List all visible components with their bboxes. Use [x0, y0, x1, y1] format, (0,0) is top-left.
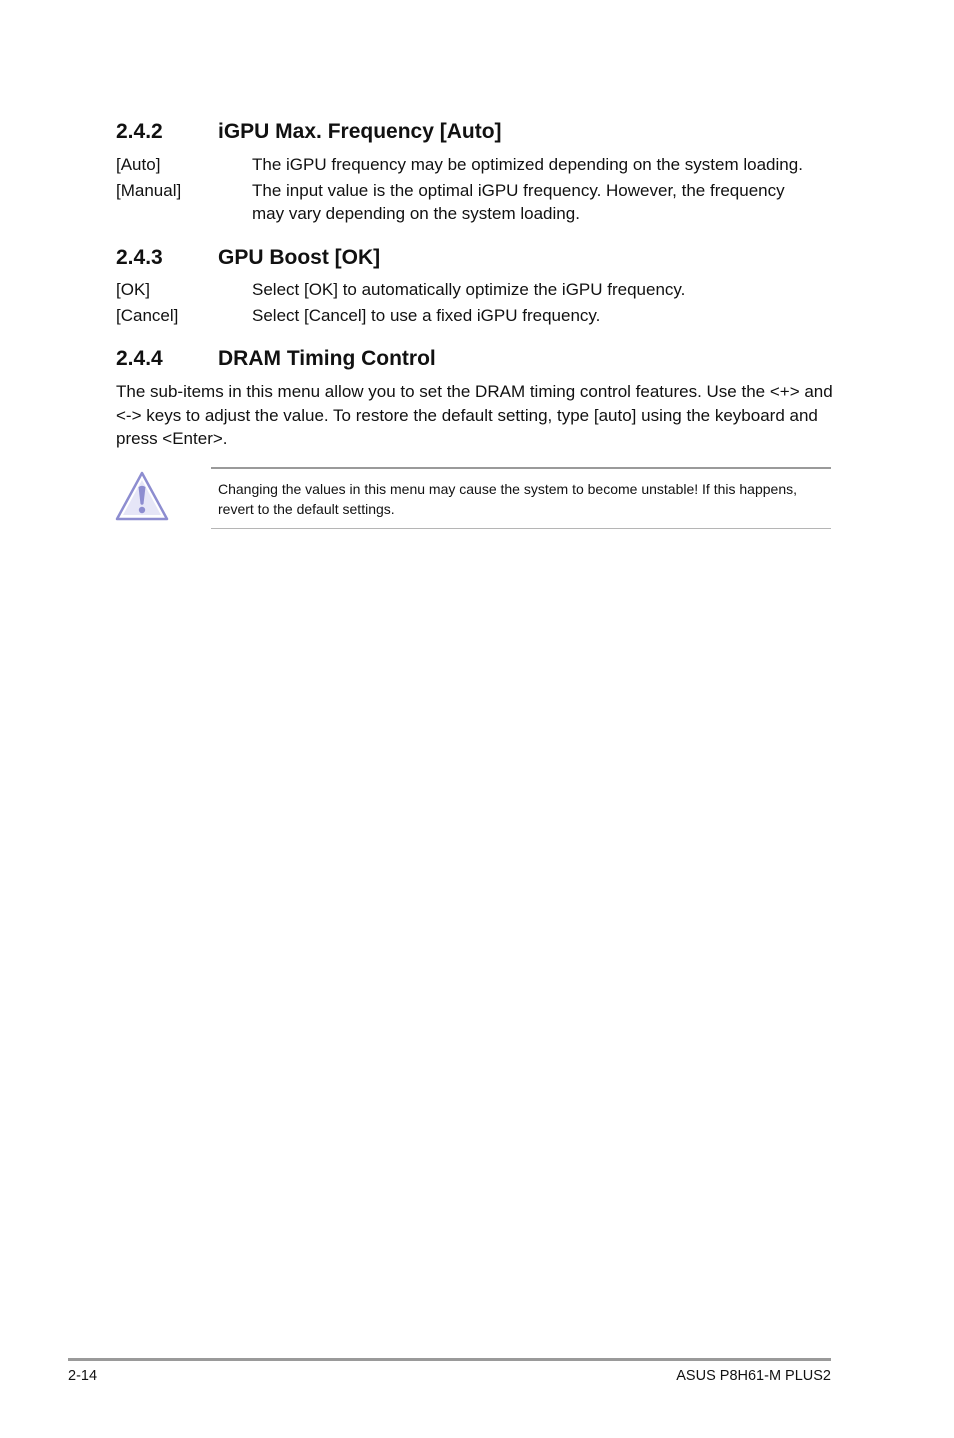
- section-paragraph: The sub-items in this menu allow you to set the DRAM timing control features. Use the <+> and <-> keys to adjust the value. To restore the default setting, type [auto] using the keyboard and press <Enter>.: [116, 382, 833, 448]
- option-description: Select [OK] to automatically optimize the iGPU frequency.: [252, 280, 686, 299]
- warning-icon: [114, 470, 170, 522]
- note-text: Changing the values in this menu may cause the system to become unstable! If this happens, revert to the default settings.: [218, 481, 797, 517]
- page-number: 2-14: [68, 1368, 98, 1384]
- option-description: The iGPU frequency may be optimized depending on the system loading.: [252, 155, 803, 174]
- product-name: ASUS P8H61-M PLUS2: [676, 1368, 831, 1384]
- section-number: 2.4.2: [116, 120, 163, 143]
- option-description: Select [Cancel] to use a fixed iGPU frequency.: [252, 306, 601, 325]
- option-term: [OK]: [116, 280, 151, 299]
- note-bottom-divider: [211, 528, 831, 529]
- section-heading-igpu-max-frequency: [116, 120, 502, 144]
- section-heading-dram-timing-control: [116, 347, 436, 371]
- note-top-divider: [211, 467, 831, 469]
- section-heading-gpu-boost: [116, 246, 380, 270]
- section-title: DRAM Timing Control: [218, 347, 436, 370]
- option-term: [Cancel]: [116, 306, 179, 325]
- section-number: 2.4.4: [116, 347, 163, 370]
- section-title: iGPU Max. Frequency [Auto]: [218, 120, 502, 143]
- option-term: [Auto]: [116, 155, 161, 174]
- option-term: [Manual]: [116, 181, 182, 200]
- option-description: The input value is the optimal iGPU frequency. However, the frequency may vary depending on the system loading.: [252, 181, 785, 223]
- section-number: 2.4.3: [116, 246, 163, 269]
- footer-divider: [68, 1358, 831, 1361]
- section-title: GPU Boost [OK]: [218, 246, 381, 269]
